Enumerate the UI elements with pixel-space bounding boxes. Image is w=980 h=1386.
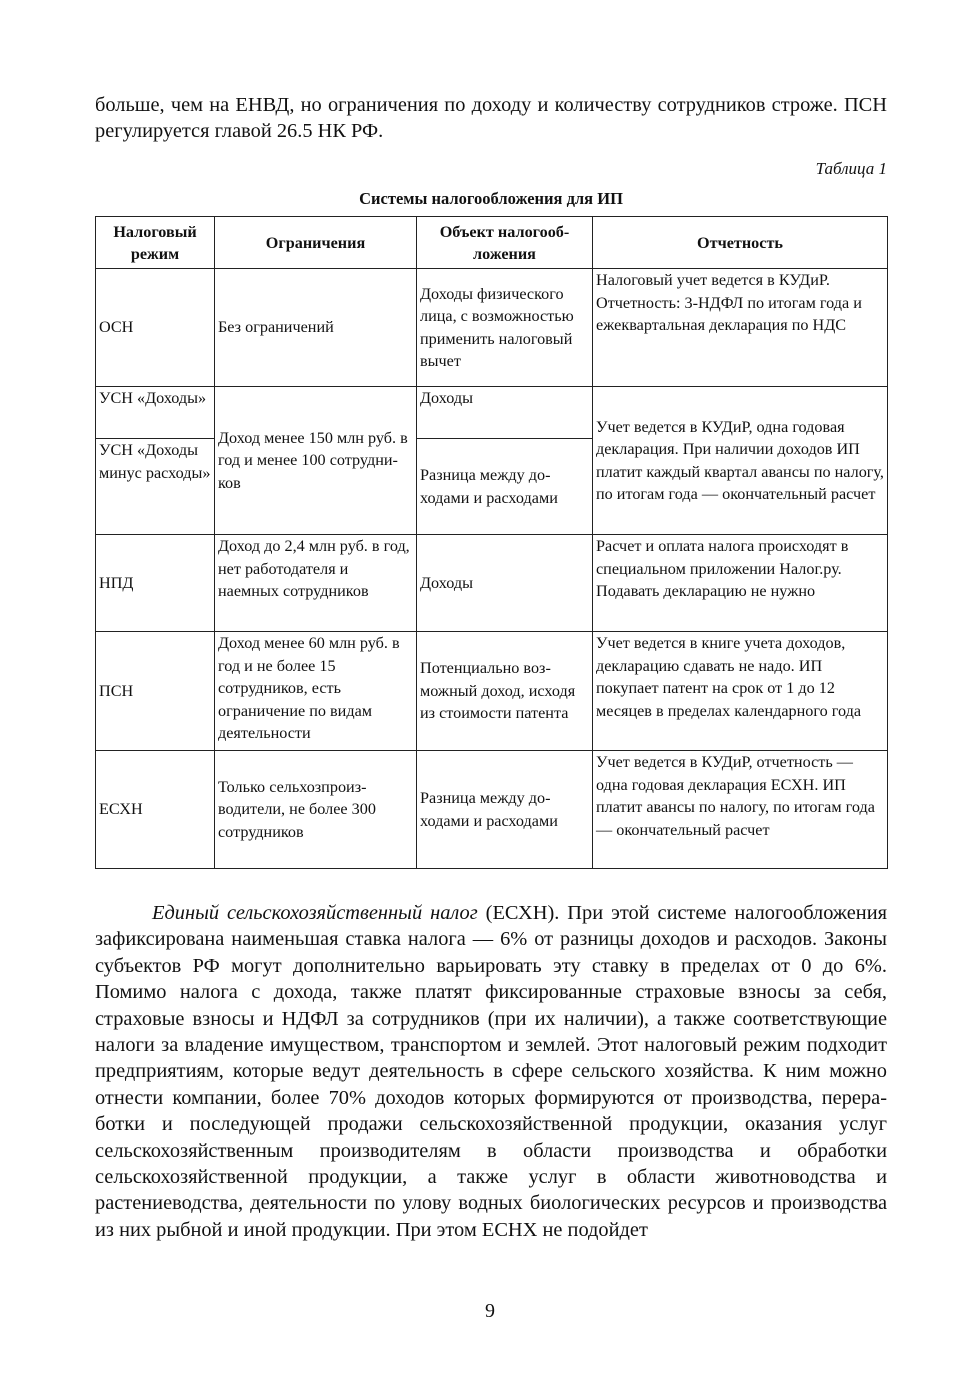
cell-reporting: Налоговый учет ведется в КУДиР. Отчетность: 3-НДФЛ по итогам года и ежеквартальная декларация по НДС: [593, 269, 888, 387]
cell-object: Потенциально возможный доход, исходя из стоимости патента: [417, 632, 593, 751]
table-row-osn: [96, 269, 888, 387]
cell-object: Доходы физического лица, с возможностью применить налоговый вычет: [417, 269, 593, 387]
cell-object: Доходы: [417, 535, 593, 632]
table-row-usn-income: [96, 387, 888, 439]
table-label: Таблица 1: [815, 159, 887, 178]
cell-regime: НПД: [96, 535, 215, 632]
cell-limits: Без ограничений: [215, 269, 417, 387]
page-number: 9: [485, 1300, 495, 1322]
header-limits: Ограничения: [215, 217, 417, 269]
table-row-npd: [96, 535, 888, 632]
header-reporting: Отчетность: [593, 217, 888, 269]
cell-limits: Доход до 2,4 млн руб. в год, нет работодателя и наемных сотрудников: [215, 535, 417, 632]
eshn-paragraph: [95, 900, 887, 1243]
cell-regime: ЕСХН: [96, 751, 215, 869]
cell-regime: УСН «Доходы»: [96, 387, 215, 439]
table-row-eshn: [96, 751, 888, 869]
cell-object: Разница между доходами и расходами: [417, 751, 593, 869]
header-object: Объект налогообложения: [417, 217, 593, 269]
cell-reporting: Учет ведется в КУДиР, одна годовая декларация. При наличии доходов ИП платит каждый квартал авансы по налогу, по итогам года — окончательный расчет: [593, 387, 888, 535]
cell-reporting: Учет ведется в КУДиР, отчетность — одна годовая декларация ЕСХН. ИП платит авансы по налогу, по итогам года — окончательный расчет: [593, 751, 888, 869]
intro-paragraph: больше, чем на ЕНВД, но ограничения по доходу и количеству сотрудников строже. ПСН регулируется главой 26.5 НК РФ.: [95, 94, 887, 142]
tax-systems-table: [95, 216, 888, 869]
cell-limits: Доход менее 60 млн руб. в год и не более 15 сотрудников, есть ограничение по видам деятельности: [215, 632, 417, 751]
eshn-term: Единый сельскохозяйственный налог: [152, 902, 478, 924]
cell-object: Разница между доходами и расходами: [417, 439, 593, 535]
table-header-row: [96, 217, 888, 269]
cell-limits: Только сельхозпроизводители, не более 300 сотрудников: [215, 751, 417, 869]
cell-object: Доходы: [417, 387, 593, 439]
document-page: [95, 92, 887, 869]
cell-reporting: Расчет и оплата налога происходят в специальном приложении Налог.ру. Подавать декларацию не нужно: [593, 535, 888, 632]
cell-reporting: Учет ведется в книге учета доходов, декларацию сдавать не надо. ИП покупает патент на срок от 1 до 12 месяцев в пределах календарного года: [593, 632, 888, 751]
cell-regime: ПСН: [96, 632, 215, 751]
cell-limits: Доход менее 150 млн руб. в год и менее 100 сотрудников: [215, 387, 417, 535]
cell-regime: ОСН: [96, 269, 215, 387]
cell-regime: УСН «Доходы минус расходы»: [96, 439, 215, 535]
eshn-text: (ЕСХН). При этой системе налогообложения зафиксирована наименьшая ставка налога — 6% от разницы доходов и расходов. Законы субъектов РФ могут дополнительно варьировать эту ставку в пределах от 0 до 6%. Помимо налога с дохода, также платят фиксированные страховые взносы за себя, страховые взносы и НДФЛ за сотрудников (при их наличии), а также соответствующие налоги за владение имуществом, транспортом и землей. Этот налоговый режим подходит предприятиям, которые ведут деятельность в сфере сельского хозяйства. К ним можно отнести компании, более 70% доходов которых формируются от производства, переработки и последующей продажи сельскохозяйственной продукции, оказания услуг сельскохозяйственным производителям в области производства и обработки сельскохозяйственной продукции, а также услуг в области животноводства и растениеводства, деятельности по улову водных биологических ресурсов и производства из них рыбной и иной продукции. При этом ЕСНХ не подойдет: [95, 902, 887, 1241]
table-title: Системы налогообложения для ИП: [359, 189, 623, 208]
header-regime: Налоговый режим: [96, 217, 215, 269]
table-row-psn: [96, 632, 888, 751]
